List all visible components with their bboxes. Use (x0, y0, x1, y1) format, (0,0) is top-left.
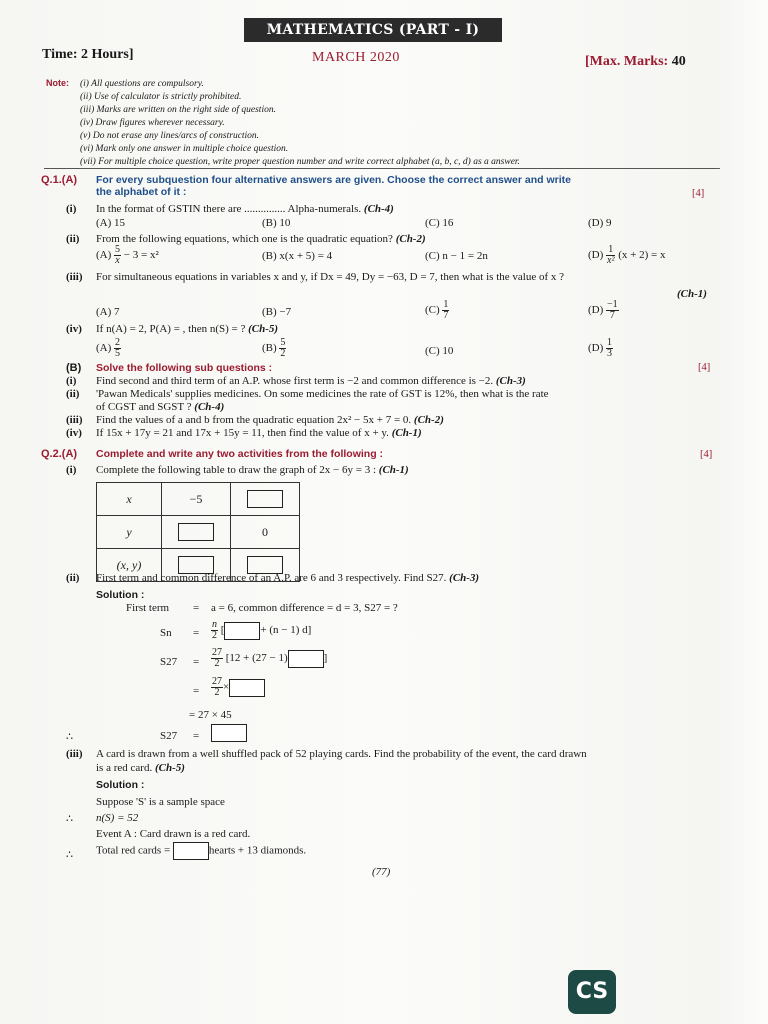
solution-line: Total red cards = hearts + 13 diamonds. (96, 842, 306, 860)
question-number: (iv) (66, 323, 82, 335)
question-text: If n(A) = 2, P(A) = , then n(S) = ? (Ch-5) (96, 323, 279, 335)
option-a: (A) $\frac{2}{5}$ (96, 337, 121, 359)
question-text: 'Pawan Medicals' supplies medicines. On some medicines the rate of GST is 12%, then what is the rate (96, 388, 549, 400)
table-row (97, 483, 300, 516)
equals: = (193, 730, 200, 742)
solution-line: S27 (160, 730, 178, 742)
page-number: (77) (372, 866, 391, 878)
option-b: (B) 10 (262, 217, 291, 229)
option-c: (C) n − 1 = 2n (425, 250, 488, 262)
time-label: Time: 2 Hours] (42, 47, 134, 62)
table-row (97, 516, 300, 549)
equals: = (193, 627, 200, 639)
paper-title: MATHEMATICS (PART - I) (244, 18, 502, 42)
q1b-label: (B) (66, 362, 82, 374)
answer-box[interactable] (211, 724, 247, 742)
therefore-symbol: ∴ (66, 813, 73, 825)
camscanner-logo: CS (568, 970, 616, 1014)
solution-line: Suppose 'S' is a sample space (96, 796, 225, 808)
solution-line: First term (126, 602, 170, 614)
answer-box[interactable] (173, 842, 209, 860)
page-edge-shade (715, 0, 768, 1024)
graph-table (96, 482, 300, 582)
q1a-marks: [4] (692, 188, 705, 199)
chapter-tag: (Ch-1) (677, 288, 707, 300)
q2a-marks: [4] (700, 449, 713, 460)
exam-date: MARCH 2020 (312, 50, 400, 65)
option-d: (D) $\frac{1}{\text{x²}}$ (x + 2) = x (588, 244, 666, 266)
question-text: Find second and third term of an A.P. whose first term is −2 and common difference is −2. (Ch-3) (96, 375, 526, 387)
question-number: (iv) (66, 427, 82, 439)
solution-line: $\frac{27}{2}$ × (211, 677, 265, 698)
solution-label: Solution : (96, 779, 145, 791)
option-c: (C) 10 (425, 345, 454, 357)
option-b: (B) x(x + 5) = 4 (262, 250, 333, 262)
option-c: (C) $\frac{1}{7}$ (425, 299, 449, 321)
divider (44, 168, 720, 169)
equals: = (193, 602, 200, 614)
max-marks: [Max. Marks: 40 (585, 54, 686, 69)
therefore-symbol: ∴ (66, 731, 73, 743)
answer-slot (211, 724, 247, 742)
solution-line: $\frac{n}{2}$ [ + (n − 1) d] (212, 619, 312, 641)
equals: = (193, 656, 200, 668)
equals: = (193, 685, 200, 697)
solution-line: Sn (160, 627, 172, 639)
solution-line: = 27 × 45 (189, 709, 232, 721)
q1a-instruction-2: the alphabet of it : (96, 186, 187, 198)
option-b: (B) −7 (262, 306, 292, 318)
answer-box[interactable] (178, 523, 214, 541)
question-number: (i) (66, 375, 77, 387)
option-c: (C) 16 (425, 217, 454, 229)
option-d: (D) $\frac{1}{3}$ (588, 337, 613, 359)
question-text: From the following equations, which one is the quadratic equation? (Ch-2) (96, 233, 426, 245)
question-text: Complete the following table to draw the graph of 2x − 6y = 3 : (Ch-1) (96, 464, 409, 476)
option-a: (A) 15 (96, 217, 126, 229)
question-number: (ii) (66, 388, 80, 400)
option-d: (D) 9 (588, 217, 612, 229)
question-text: Find the values of a and b from the quadratic equation 2x² − 5x + 7 = 0. (Ch-2) (96, 414, 444, 426)
solution-line: $\frac{27}{2}$ [12 + (27 − 1) ] (212, 647, 328, 669)
solution-line: n(S) = 52 (96, 812, 139, 824)
q2a-title: Complete and write any two activities from the following : (96, 448, 384, 460)
answer-box[interactable] (224, 622, 260, 640)
note-item: (v) Do not erase any lines/arcs of construction. (80, 131, 260, 141)
question-number: (iii) (66, 271, 83, 283)
note-item: (vii) For multiple choice question, write proper question number and write correct alphabet (a, b, c, d) as a answer. (80, 157, 520, 167)
solution-line: a = 6, common difference = d = 3, S27 = ? (211, 602, 398, 614)
question-text: For simultaneous equations in variables x and y, if Dx = 49, Dy = −63, D = 7, then what is the value of x ? (96, 271, 564, 283)
question-number: (ii) (66, 572, 80, 584)
question-number: (iii) (66, 414, 83, 426)
solution-line: S27 (160, 656, 178, 668)
note-item: (i) All questions are compulsory. (80, 79, 204, 89)
question-number: (i) (66, 464, 77, 476)
table-cell: y (97, 516, 162, 549)
option-a: (A) 7 (96, 306, 120, 318)
question-number: (i) (66, 203, 77, 215)
question-number: (iii) (66, 748, 83, 760)
question-number: (ii) (66, 233, 80, 245)
q1a-instruction: For every subquestion four alternative answers are given. Choose the correct answer and write (96, 174, 571, 186)
question-text: of CGST and SGST ? (Ch-4) (96, 401, 225, 413)
note-label: Note: (46, 78, 69, 88)
note-item: (ii) Use of calculator is strictly prohibited. (80, 92, 242, 102)
q1a-label: Q.1.(A) (41, 174, 78, 186)
question-text: In the format of GSTIN there are ............... Alpha-numerals. (Ch-4) (96, 203, 394, 215)
table-cell (231, 483, 300, 516)
question-text: If 15x + 17y = 21 and 17x + 15y = 11, then find the value of x + y. (Ch-1) (96, 427, 422, 439)
note-item: (iii) Marks are written on the right side of question. (80, 105, 276, 115)
answer-box[interactable] (247, 490, 283, 508)
table-cell: x (97, 483, 162, 516)
question-text: First term and common difference of an A.P. are 6 and 3 respectively. Find S27. (Ch-3) (96, 572, 480, 584)
question-text: A card is drawn from a well shuffled pack of 52 playing cards. Find the probability of the event, the card drawn (96, 748, 587, 760)
q1b-marks: [4] (698, 362, 711, 373)
q2a-label: Q.2.(A) (41, 448, 78, 460)
solution-line: Event A : Card drawn is a red card. (96, 828, 251, 840)
solution-label: Solution : (96, 589, 145, 601)
table-cell (162, 516, 231, 549)
question-text: is a red card. (Ch-5) (96, 762, 185, 774)
option-d: (D) $\frac{-1}{7}$ (588, 299, 618, 321)
option-a: (A) $\frac{5}{x}$ − 3 = x² (96, 244, 159, 266)
table-cell: 0 (231, 516, 300, 549)
therefore-symbol: ∴ (66, 849, 73, 861)
note-item: (iv) Draw figures wherever necessary. (80, 118, 225, 128)
answer-box[interactable] (288, 650, 324, 668)
table-cell: (x, y) (97, 549, 162, 582)
option-b: (B) $\frac{5}{2}$ (262, 337, 286, 359)
q1b-title: Solve the following sub questions : (96, 362, 273, 374)
note-item: (vi) Mark only one answer in multiple choice question. (80, 144, 289, 154)
table-cell: −5 (162, 483, 231, 516)
answer-box[interactable] (229, 679, 265, 697)
